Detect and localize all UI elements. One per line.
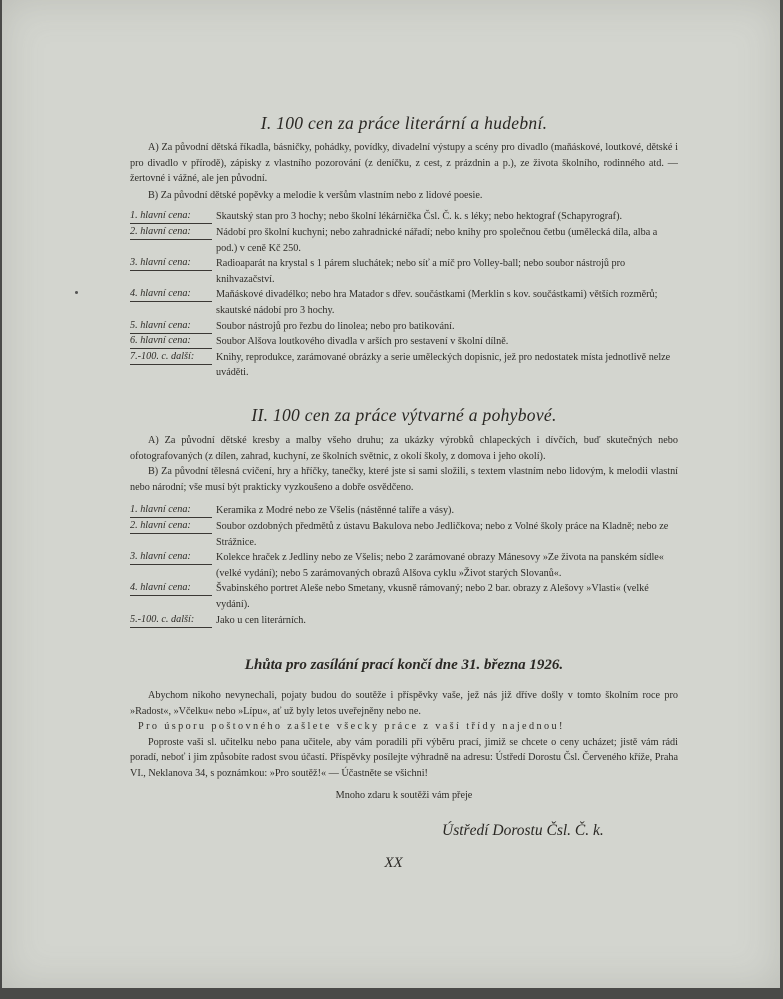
prize-item <box>130 334 678 350</box>
prize-item <box>130 209 678 225</box>
prize-text: Soubor Alšova loutkového divadla v arších pro sestavení v školní dílně. <box>216 336 509 348</box>
closing-instructions-text: Poproste vaši sl. učitelku nebo pana učitele, aby vám poradili při výběru prací, jimiž se chcete o ceny ucházet; jistě vám rádi poradí, neboť i jim způsobíte radost svou účastí. Příspěvky posílejte výhradně na adresu: Ústředí Dorostu Čsl. Červeného kříže, Praha VI., Neklanova 34, s poznámkou: »Pro soutěž!« — Účastněte se všichni! <box>130 736 678 779</box>
prize-item <box>130 550 678 581</box>
prize-item <box>130 519 678 550</box>
prize-item <box>130 287 678 318</box>
prize-item <box>130 319 678 335</box>
prize-label: 2. hlavní cena: <box>130 225 212 240</box>
prize-text: Radioaparát na krystal s 1 párem sluchátek; nebo síť a míč pro Volley-ball; nebo soubor nástrojů pro knihvazačství. <box>216 258 626 285</box>
prize-label: 3. hlavní cena: <box>130 256 212 271</box>
prize-item <box>130 613 678 629</box>
section-literary-body <box>130 140 678 381</box>
paragraph-a-text: A) Za původní dětské kresby a malby všeho druhu; za ukázky výrobků chlapeckých i dívčích, buď skutečných nebo ofotografovaných (z dílen, zahrad, kuchyní, ze školních světnic, z okolí školy, z domova i jeho okolí). <box>130 435 678 462</box>
prize-text: Soubor ozdobných předmětů z ústavu Bakulova nebo Jedličkova; nebo z Volné školy práce na Kladně; nebo ze Strážnice. <box>216 520 669 548</box>
prize-item <box>130 225 678 256</box>
prize-item <box>130 256 678 287</box>
prize-text: Nádobí pro školní kuchyni; nebo zahradnické nářadí; nebo knihy pro společnou četbu (umělecká díla, alba a pod.) v ceně Kč 250. <box>216 226 658 254</box>
prize-label: 5.-100. c. další: <box>130 613 212 628</box>
prize-label: 6. hlavní cena: <box>130 334 212 349</box>
closing-paragraph <box>130 688 678 719</box>
prize-list <box>130 209 678 381</box>
deadline-heading: Lhůta pro zasílání prací končí dne 31. března 1926. <box>244 657 564 673</box>
prize-label: 4. hlavní cena: <box>130 581 212 596</box>
prize-text: Jako u cen literárních. <box>216 614 306 626</box>
paragraph-b-text: B) Za původní dětské popěvky a melodie k veršům vlastním nebo z lidové poesie. <box>148 189 483 201</box>
paragraph-a-text: A) Za původní dětská říkadla, básničky, pohádky, povídky, divadelní výstupy a scény pro divadlo (maňáskové, loutkové, dětské i pro divadlo v přírodě), zápisky z vlastního pozorování (z deníčku, z cest, z prázdnin a p.), ze života školního, rodinného atd. — žertovné i vážné, ale jen původní. <box>130 142 678 185</box>
prize-label: 3. hlavní cena: <box>130 550 212 565</box>
section-title: II. 100 cen za práce výtvarné a pohybové. <box>251 405 557 425</box>
prize-item <box>130 350 678 381</box>
prize-list <box>130 503 678 628</box>
closing-block <box>130 688 678 803</box>
wish-line: Mnoho zdaru k soutěži vám přeje <box>335 789 473 801</box>
closing-emphasis-text: Pro úsporu poštovného zašlete všecky práce z vaší třídy najednou! <box>138 721 565 733</box>
prize-label: 1. hlavní cena: <box>130 503 212 518</box>
paragraph-a <box>130 140 678 187</box>
paragraph-a <box>130 433 678 464</box>
deadline-block <box>130 657 678 674</box>
prize-text: Soubor nástrojů pro řezbu do linolea; nebo pro batikování. <box>216 320 455 332</box>
signature: Ústředí Dorostu Čsl. Č. k. <box>442 822 604 839</box>
prize-label: 7.-100. c. další: <box>130 350 212 365</box>
prize-item <box>130 581 678 612</box>
closing-emphasis <box>130 719 678 735</box>
paragraph-b-text: B) Za původní tělesná cvičení, hry a hříčky, tanečky, které jste si sami složili, s textem vlastním nebo lidovým, k melodii vlastní nebo národní; vše musí být prakticky vyzkoušeno a dobře osvědčeno. <box>130 466 678 493</box>
prize-text: Keramika z Modré nebo ze Všelis (nástěnné talíře a vásy). <box>216 505 454 517</box>
page-number: XX <box>384 855 403 871</box>
ink-speck <box>75 291 78 294</box>
section-literary <box>130 113 678 134</box>
prize-text: Skautský stan pro 3 hochy; nebo školní lékárnička Čsl. Č. k. s léky; nebo hektograf (Schapyrograf). <box>216 211 623 223</box>
paragraph-b <box>130 188 678 204</box>
prize-label: 1. hlavní cena: <box>130 209 212 224</box>
section-title: I. 100 cen za práce literární a hudební. <box>260 113 548 133</box>
document-page <box>2 0 780 988</box>
prize-text: Kolekce hraček z Jedliny nebo ze Všelis; nebo 2 zarámované obrazy Mánesovy »Ze života na panském sídle« (velké vydání); nebo 5 zarámovaných obrazů Alšova cyklu »Život starých Slovanů«. <box>216 552 664 579</box>
prize-label: 5. hlavní cena: <box>130 319 212 334</box>
section-visual <box>130 405 678 426</box>
closing-paragraph-text: Abychom nikoho nevynechali, pojaty budou do soutěže i příspěvky vaše, jež nás již dříve došly v tomto školním roce pro »Radost«, »Včelku« nebo »Lípu«, ať už byly letos uveřejněny nebo ne. <box>130 690 678 717</box>
prize-text: Knihy, reprodukce, zarámované obrázky a serie uměleckých dopisnic, jež pro nedostatek místa jednotlivě nelze uváděti. <box>216 351 671 379</box>
section-visual-body <box>130 433 678 628</box>
prize-text: Maňáskové divadélko; nebo hra Matador s dřev. součástkami (Merklin s kov. součástkami) větších rozměrů; skautské nádobí pro 3 hochy. <box>216 289 658 316</box>
prize-item <box>130 503 678 519</box>
prize-text: Švabinského portret Aleše nebo Smetany, vkusně rámovaný; nebo 2 bar. obrazy z Alešovy »Vlasti« (velké vydání). <box>216 583 649 610</box>
prize-label: 4. hlavní cena: <box>130 287 212 302</box>
paragraph-b <box>130 464 678 495</box>
prize-label: 2. hlavní cena: <box>130 519 212 534</box>
closing-instructions <box>130 735 678 782</box>
